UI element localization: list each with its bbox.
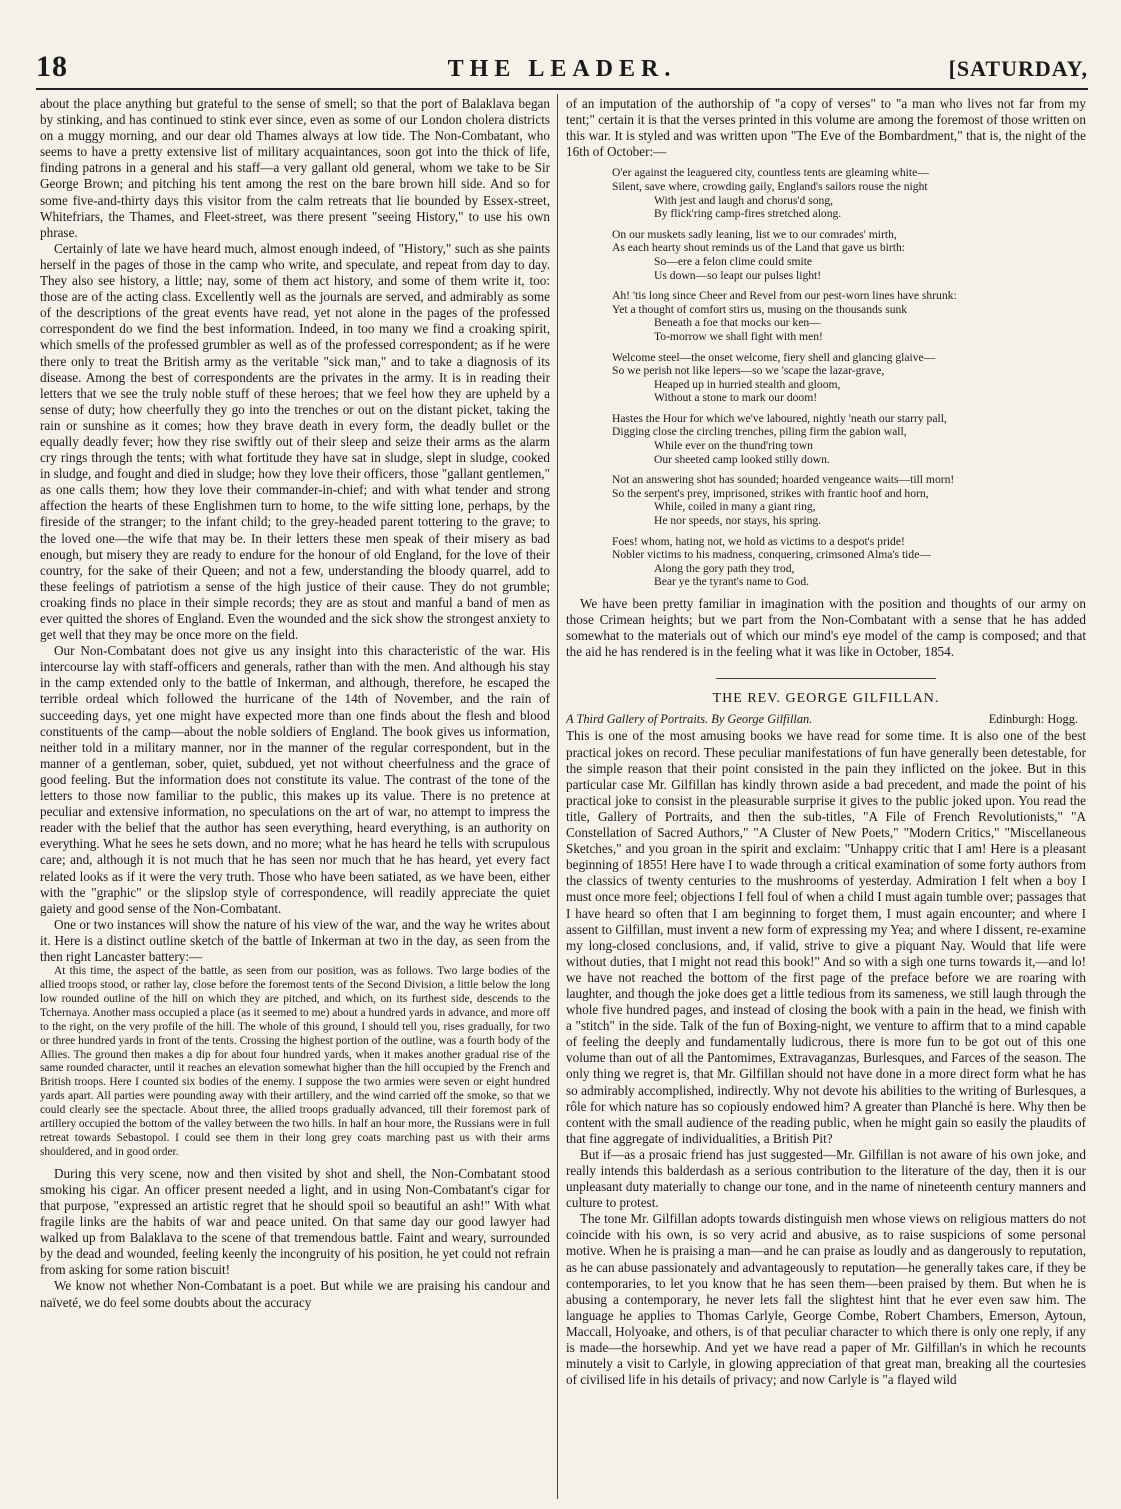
poem-line: Not an answering shot has sounded; hoarded vengeance waits—till morn! xyxy=(612,473,955,487)
paragraph: of an imputation of the authorship of "a copy of verses" to "a man who lives not far from my tent;" certain it is that the verses printed in this volume are among the foremost of those written on this war. It is styled and was written upon "The Eve of the Bombardment," that is, the night of the 16th of October:— xyxy=(566,96,1086,160)
poem-stanza xyxy=(612,289,1086,343)
paragraph: During this very scene, now and then visited by shot and shell, the Non-Combatant stood smoking his cigar. An officer present needed a light, and in using Non-Combatant's cigar for that purpose, "expressed an artistic regret that he should spoil so beautiful an ash!" With what fragile links are the habits of war and peace united. On that same day our good lawyer had walked up from Balaklava to the scene of that tremendous battle. Faint and weary, surrounded by the dead and wounded, feeling keenly the incongruity of his position, he yet could not refrain from asking for some ration biscuit! xyxy=(40,1165,550,1278)
poem-stanza xyxy=(612,412,1086,466)
poem xyxy=(612,166,1086,589)
section-divider xyxy=(716,678,936,679)
poem-line: Without a stone to mark our doom! xyxy=(654,391,818,405)
poem-line: Silent, save where, crowding gaily, England's sailors rouse the night xyxy=(612,179,928,193)
poem-line: Beneath a foe that mocks our ken— xyxy=(654,316,821,330)
paragraph: about the place anything but grateful to the sense of smell; so that the port of Balaklava began by stinking, and has continued to stink ever since, even as some of our London cholera districts on a muggy morning, and our dear old Thames always at low tide. The Non-Combatant, who seems to have a pretty extensive list of military acquaintances, soon got into the thick of life, finding patrons in a general and his staff—a very gallant old general, whom we take to be Sir George Brown; and pitching his tent among the rest on the bare brown hill side. And so for some five-and-thirty days this visitor from the calm retreats that lie bounded by Essex-street, Whitefriars, the Thames, and Fleet-street, was there present "seeing History," to use his own phrase. xyxy=(40,96,550,240)
masthead-day: [SATURDAY, xyxy=(948,56,1088,81)
poem-line: Bear ye the tyrant's name to God. xyxy=(654,575,810,589)
poem-stanza xyxy=(612,351,1086,405)
poem-line: Hastes the Hour for which we've laboured, nightly 'neath our starry pall, xyxy=(612,411,947,425)
column-divider xyxy=(557,94,558,1499)
poem-stanza xyxy=(612,535,1086,589)
poem-line: Ah! 'tis long since Cheer and Revel from our pest-worn lines have shrunk: xyxy=(612,289,957,303)
poem-line: By flick'ring camp-fires stretched along. xyxy=(654,207,842,221)
poem-line: He nor speeds, nor stays, his spring. xyxy=(654,514,822,528)
poem-line: So we perish not like lepers—so we 'scape the lazar-grave, xyxy=(612,364,885,378)
book-citation xyxy=(566,711,1086,728)
poem-line: Us down—so leapt our pulses light! xyxy=(654,268,822,282)
poem-line: Yet a thought of comfort stirs us, musing on the thousands sunk xyxy=(612,302,908,316)
poem-stanza xyxy=(612,228,1086,282)
review-heading: THE REV. GEORGE GILFILLAN. xyxy=(712,691,940,707)
poem-line: While, coiled in many a giant ring, xyxy=(654,500,816,514)
page-number: 18 xyxy=(36,50,68,83)
paragraph: Certainly of late we have heard much, almost enough indeed, of "History," such as she paints herself in the pages of those in the camp who write, and speculate, and repeat from day to day. They also see history, a little; nay, some of them act history, and some of them write it, too: those are of the acting class. Excellently well as the journals are served, and admirably as some of the descriptions of the great events have read, yet not alone in the pages of the professed correspondent do we find the best information. Indeed, in too many we find a croaking spirit, which smells of the professed grumbler as well as of the professed correspondent; as if he were there only to treat the British army as the veritable "sick man," and to take a diagnosis of its disease. Among the best of correspondents are the privates in the army. It is in reading their letters that we see the truly noble stuff of these heroes; that we feel how they are upheld by a sense of duty; how cheerfully they go into the trenches or out on the distant picket, taking the rain or sunshine as it comes; how they brave death in every form, the deadly bullet or the equally deadly fever; how they rise swiftly out of their sleep and seize their arms as the alarm cry rings through the tents; with what fortitude they have sat in sludge, slept in sludge, cooked in sludge, and fought and died in sludge; how they love their officers, those "gallant gentlemen," as one calls them; how they love their commander-in-chief; and with what tender and strong affection the hearts of these Englishmen turn to home, to the wife sitting lone, perhaps, by the fireside of the stranger; to the infant child; to the grey-headed parent tottering to the grave; to the loved one—the wife that may be. In their letters these men speak of their misery as bad enough, but misery they are ready to endure for the honour of old England, for the love of their country, for the sake of their Queen; and not a few, understanding the bloody quarrel, add to these feelings of patriotism a sense of the high justice of their cause. They do not grumble; croaking finds no place in their simple records; they are as stout and manful a band of men as ever quitted the shores of England. Even the wounded and the sick show the strongest anxiety to get well that they may be once more on the field. xyxy=(40,240,550,643)
right-column xyxy=(566,96,1086,1496)
poem-line: Nobler victims to his madness, conquering, crimsoned Alma's tide— xyxy=(612,548,931,562)
poem-stanza xyxy=(612,166,1086,220)
page-header xyxy=(36,48,1088,90)
poem-line: To-morrow we shall fight with men! xyxy=(654,329,823,343)
paragraph: The tone Mr. Gilfillan adopts towards distinguish men whose views on religious matters do not coincide with his own, is so very acrid and abusive, as to raise suspicions of some personal motive. When he is praising a man—and he can praise as loudly and as dangerously to reputation, as he can abuse passionately and advantageously to reputation—he generally takes care, if they be contemporaries, to let you know that he has seen them—been praised by them. But when he is abusing a contemporary, he never lets fall the slightest hint that he ever even saw him. The language he applies to Thomas Carlyle, George Combe, Robert Chambers, Emerson, Aytoun, Maccall, Holyoake, and others, is of that peculiar character to which there is only one reply, if any is made—the horsewhip. And yet we have read a paper of Mr. Gilfillan's in which he recounts minutely a visit to Carlyle, in glowing appreciation of that great man, breaking all the courtesies of civilised life in his details of privacy; and now Carlyle is "a flayed wild xyxy=(566,1211,1086,1388)
poem-line: While ever on the thund'ring town xyxy=(654,439,813,453)
book-publisher: Edinburgh: Hogg. xyxy=(988,712,1078,727)
poem-line: Foes! whom, hating not, we hold as victims to a despot's pride! xyxy=(612,534,905,548)
poem-line: Along the gory path they trod, xyxy=(654,561,795,575)
poem-stanza xyxy=(612,473,1086,527)
poem-line: As each hearty shout reminds us of the Land that gave us birth: xyxy=(612,241,905,255)
paragraph: We know not whether Non-Combatant is a poet. But while we are praising his candour and naïveté, we do feel some doubts about the accuracy xyxy=(40,1278,550,1310)
left-column xyxy=(40,96,550,1496)
block-quote: At this time, the aspect of the battle, as seen from our position, was as follows. Two large bodies of the allied troops stood, or rather lay, close before the foremost tents of the Second Division, a little below the long low rounded outline of the hill on which they are pitched, and which, on its furthest side, descends to the Tchernaya. Another mass occupied a place (as it seemed to me) about a hundred yards in advance, and more off to the right, on the very profile of the hill. The whole of this ground, I should tell you, rises gradually, for two or three hundred yards in front of the tents. Crossing the highest portion of the outline, was a fourth body of the Allies. The ground then makes a dip for about four hundred yards, when it makes another gradual rise of the same rounded character, until it reaches an elevation somewhat higher than the hill occupied by the French and British troops. Here I counted six bodies of the enemy. I suppose the two armies were seven or eight hundred yards apart. All parties were pounding away with their artillery, and the wind carried off the smoke, so that we could clearly see the spectacle. About three, the allied troops gradually advanced, till their foremost park of artillery occupied the bottom of the valley between the two hills. In half an hour more, the Russians were in full retreat towards Sebastopol. I could see them in their long grey coats marching past us with their arms shouldered, and in good order. xyxy=(40,965,550,1158)
paragraph: But if—as a prosaic friend has just suggested—Mr. Gilfillan is not aware of his own joke, and really intends this balderdash as a serious contribution to the literature of the day, then it is our unpleasant duty materially to change our tone, and in the name of nineteenth century manners and culture to protest. xyxy=(566,1146,1086,1211)
poem-line: Our sheeted camp looked stilly down. xyxy=(654,452,830,466)
masthead-title: THE LEADER. xyxy=(447,56,677,82)
poem-line: So the serpent's prey, imprisoned, strikes with frantic hoof and horn, xyxy=(612,486,929,500)
poem-line: Heaped up in hurried stealth and gloom, xyxy=(654,377,841,391)
poem-line: So—ere a felon clime could smite xyxy=(654,254,813,268)
poem-line: With jest and laugh and chorus'd song, xyxy=(654,193,834,207)
paragraph: One or two instances will show the nature of his view of the war, and the way he writes about it. Here is a distinct outline sketch of the battle of Inkerman at two in the day, as seen from the then right Lancaster battery:— xyxy=(40,916,550,964)
poem-line: On our muskets sadly leaning, list we to our comrades' mirth, xyxy=(612,227,897,241)
poem-line: Digging close the circling trenches, piling firm the gabion wall, xyxy=(612,425,907,439)
paragraph: We have been pretty familiar in imagination with the position and thoughts of our army on those Crimean heights; but we part from the Non-Combatant with a sense that he has added somewhat to the materials out of which our mind's eye model of the camp is composed; and that the aid he has rendered is in the feeling what it was like in October, 1854. xyxy=(566,596,1086,660)
book-title: A Third Gallery of Portraits. By George Gilfillan. xyxy=(566,712,813,727)
poem-line: O'er against the leaguered city, countless tents are gleaming white— xyxy=(612,166,929,180)
poem-line: Welcome steel—the onset welcome, fiery shell and glancing glaive— xyxy=(612,350,936,364)
paragraph: This is one of the most amusing books we have read for some time. It is also one of the best practical jokes on record. These peculiar manifestations of fun have generally been detestable, for the simple reason that their point consisted in the pain they inflicted on the jokee. But in this particular case Mr. Gilfillan has kindly thrown aside a bad precedent, and made the point of his practical joke to consist in the pleasurable surprise it gives to the public joked upon. You read the title, Gallery of Portraits, and then the sub-titles, "A File of French Revolutionists," "A Constellation of Sacred Authors," "A Cluster of New Poets," "Modern Critics," "Miscellaneous Sketches," and you groan in the spirit and exclaim: "Unhappy critic that I am! Here is a pleasant beginning of 1855! Here have I to wade through a critical examination of some forty authors from the classics of twenty centuries to the mushrooms of yesterday. Admiration I felt when a boy I must once more feel; objections I fell foul of when a child I must again tumble over; passages that I have heard so often that I am beginning to forget them, I must again encounter; and where I assent to Gilfillan, must invent a new form of expressing my Yea; and where I dissent, re-examine my long-closed conclusions, and, if valid, strive to give a piquant Nay. Would that life were without duties, that I might not read this book!" And so with a sigh one turns towards it,—and lo! we have not reached the bottom of the first page of the preface before we are roaring with laughter, and though the joke does get a little tedious from its sameness, we still laugh through the whole five hundred pages, and instead of closing the book with a pain in the head, we finish with a "stitch" in the side. Talk of the fun of Boxing-night, we venture to affirm that to a mind capable of feeling the deeply and fundamentally ludicrous, there is more fun to be got out of this one volume than out of all the Pantomimes, Extravaganzas, Burlesques, and Farces of the season. The only thing we regret is, that Mr. Gilfillan should not have done in a more direct form what he has so admirably accomplished, indirectly. Why not devote his abilities to the writing of Burlesques, a rôle for which nature has so copiously endowed him? A greater than Planché is here. Why then be content with the small audience of the reading public, when he might gain so easily the plaudits of that fine aggregate of individualities, a British Pit? xyxy=(566,728,1086,1146)
paragraph: Our Non-Combatant does not give us any insight into this characteristic of the war. His intercourse lay with staff-officers and generals, rather than with the men. And although his stay in the camp extended only to the battle of Inkerman, and although, therefore, he escaped the terrible ordeal which followed the hurricane of the 14th of November, and the rain of succeeding days, yet one might have expected more than one finds about the flesh and blood constituents of the camp—about the noble soldiers of England. The book gives us information, neither told in a military manner, nor in the manner of the regular correspondent, but in the manner of a gentleman, sober, quiet, subdued, yet not without cheerfulness and the grace of good feeling. But the information does not constitute its value. The contrast of the tone of the letters to those now familiar to the public, this makes up its value. There is no pretence at peculiar and extensive information, no speculations on the art of war, no attempt to impress the reader with the belief that the author has seen everything, heard everything, is an authority on everything. What he sees he sets down, and no more; what he has heard he tells with scrupulous care; and, although it is not much that he has seen nor much that he has heard, yet every fact related looks as if it were the very truth. Those who have been satiated, as we have been, either with the "graphic" or the slipslop style of correspondence, will readily appreciate the quiet gaiety and good sense of the Non-Combatant. xyxy=(40,643,550,916)
